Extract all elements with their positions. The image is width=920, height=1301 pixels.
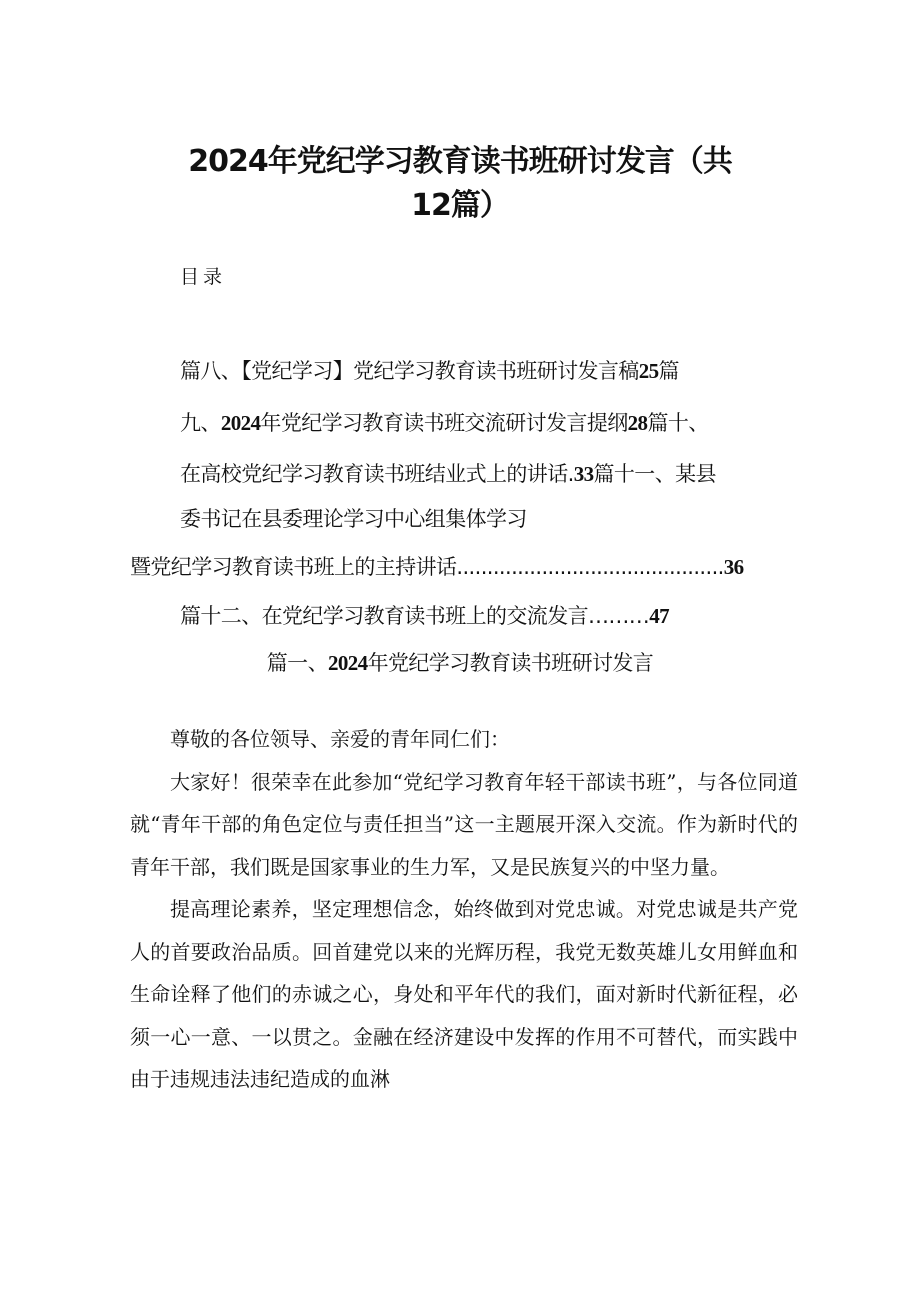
toc-line-5-text: 暨党纪学习教育读书班上的主持讲话 (130, 555, 457, 579)
toc-line-6-text: 篇十二、在党纪学习教育读书班上的交流发言 (180, 604, 588, 628)
section-heading-year: 2024 (327, 651, 368, 675)
toc-line-5-page: 36 (723, 555, 744, 579)
title-line-2: 12篇） (411, 188, 509, 223)
toc-line-2 (180, 408, 709, 438)
document-title (130, 140, 790, 228)
salutation-paragraph: 尊敬的各位领导、亲爱的青年同仁们： (170, 727, 510, 751)
toc-line-1-tail: 篇 (658, 359, 679, 383)
toc-line-3 (180, 459, 716, 489)
toc-line-5 (130, 552, 744, 582)
toc-line-2-year: 2024 (220, 411, 261, 435)
toc-line-1-page: 25 (638, 359, 659, 383)
body-text (130, 718, 798, 1101)
title-line-1: 2024年党纪学习教育读书班研讨发言（共 (188, 144, 732, 179)
toc-line-2-tail: 篇十、 (647, 411, 709, 435)
toc-label: 目录 (180, 266, 227, 288)
toc-line-4 (180, 504, 527, 534)
toc-line-4-text: 委书记在县委理论学习中心组集体学习 (180, 507, 527, 531)
section-heading-text: 年党纪学习教育读书班研讨发言 (367, 651, 654, 675)
toc-line-2-text: 年党纪学习教育读书班交流研讨发言提纲 (260, 411, 628, 435)
toc-line-6-leader: ……… (588, 604, 650, 628)
toc-line-3-tail: 篇十一、某县 (593, 462, 716, 486)
toc-line-3-text: 在高校党纪学习教育读书班结业式上的讲话. (180, 462, 574, 486)
toc-line-1 (180, 356, 679, 386)
body-paragraph-2: 提高理论素养，坚定理想信念，始终做到对党忠诚。对党忠诚是共产党人的首要政治品质。回首建党以来的光辉历程，我党无数英雄儿女用鲜血和生命诠释了他们的赤诚之心，身处和平年代的我们，面对新时代新征程，必须一心一意、一以贯之。金融在经济建设中发挥的作用不可替代，而实践中由于违规违法违纪造成的血淋 (130, 897, 798, 1091)
toc-line-2-page: 28 (627, 411, 648, 435)
toc-line-5-leader: ............................................ (456, 555, 724, 579)
toc-line-3-page: 33 (573, 462, 594, 486)
body-paragraph-1: 大家好！很荣幸在此参加“党纪学习教育年轻干部读书班”，与各位同道就“青年干部的角色定位与责任担当”这一主题展开深入交流。作为新时代的青年干部，我们既是国家事业的生力军，又是民族复兴的中坚力量。 (130, 769, 798, 879)
section-heading-prefix: 篇一、 (266, 651, 328, 675)
toc-line-6 (180, 601, 669, 631)
toc-line-1-text: 篇八、【党纪学习】党纪学习教育读书班研讨发言稿 (180, 359, 639, 383)
toc-line-6-page: 47 (649, 604, 670, 628)
toc-line-2-head: 九、 (180, 411, 221, 435)
section-heading (130, 648, 790, 678)
